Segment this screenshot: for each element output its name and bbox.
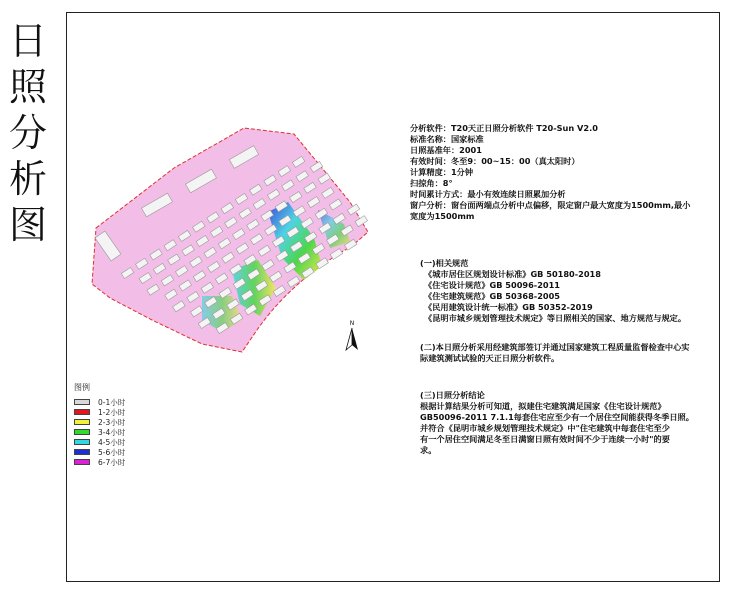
param-standard: 标准名称：国家标准: [410, 134, 484, 144]
legend-label: 3-4小时: [98, 427, 126, 437]
legend-label: 4-5小时: [98, 437, 126, 447]
legend-swatch: [74, 459, 90, 465]
conclusion-line: GB50096-2011 7.1.1每套住宅应至少有一个居住空间能获得冬季日照。: [420, 412, 694, 422]
legend-label: 5-6小时: [98, 447, 126, 457]
legend-item: [74, 447, 125, 457]
section-related-codes: [420, 258, 686, 324]
legend-swatch: [74, 399, 90, 405]
legend-item: [74, 437, 125, 447]
conclusion-line: 根据计算结果分析可知道，拟建住宅建筑满足国家《住宅设计规范》: [420, 401, 666, 411]
legend-label: 1-2小时: [98, 407, 126, 417]
legend-label: 2-3小时: [98, 417, 126, 427]
north-arrow-icon: [342, 318, 362, 354]
param-window-line2: 宽度为1500mm: [410, 211, 475, 221]
legend-title: 图例: [74, 383, 90, 392]
legend-label: 0-1小时: [98, 397, 126, 407]
software-note-line: 际建筑测试试验的天正日照分析软件。: [420, 353, 560, 363]
page-title-char: 分: [8, 111, 47, 155]
north-label: N: [349, 320, 355, 327]
section-conclusion: [420, 390, 694, 456]
section-title: (一)相关规范: [420, 258, 469, 268]
param-sweep-angle: 扫掠角：8°: [410, 178, 453, 188]
param-precision: 计算精度：1分钟: [410, 167, 474, 177]
legend-swatch: [74, 429, 90, 435]
legend: [74, 382, 125, 467]
section-software-note: [420, 342, 690, 364]
page-title-char: 图: [8, 203, 47, 247]
code-item: 《住宅设计规范》GB 50096-2011: [424, 280, 560, 290]
code-item: 《住宅建筑规范》GB 50368-2005: [424, 291, 560, 301]
code-item: 《城市居住区规划设计标准》GB 50180-2018: [424, 269, 601, 279]
site-plan-map: [82, 120, 378, 358]
legend-item: [74, 457, 125, 467]
legend-label: 6-7小时: [98, 457, 126, 467]
param-valid-time: 有效时间：冬至9：00~15：00（真太阳时）: [410, 156, 580, 166]
legend-swatch: [74, 409, 90, 415]
legend-item: [74, 417, 125, 427]
param-window-line1: 窗户分析：窗台面两端点分析中点偏移，限定窗户最大宽度为1500mm,最小: [410, 200, 691, 210]
page-title: [6, 18, 50, 248]
conclusion-line: 并符合《昆明市城乡规划管理技术规定》中"住宅建筑中每套住宅至少: [420, 423, 670, 433]
param-accumulation: 时间累计方式：最小有效连续日照累加分析: [410, 189, 566, 199]
legend-swatch: [74, 439, 90, 445]
code-item: 《民用建筑设计统一标准》GB 50352-2019: [424, 302, 593, 312]
legend-item: [74, 407, 125, 417]
page-title-char: 日: [8, 19, 47, 63]
section-title: (三)日照分析结论: [420, 390, 485, 400]
legend-swatch: [74, 449, 90, 455]
legend-item: [74, 397, 125, 407]
page-title-char: 析: [8, 157, 47, 201]
analysis-parameters: [410, 123, 722, 222]
software-note-line: (二)本日照分析采用经建筑部签订并通过国家建筑工程质量监督检查中心实: [420, 342, 690, 352]
legend-item: [74, 427, 125, 437]
conclusion-line: 有一个居住空间满足冬至日满窗日照有效时间不少于连续一小时"的要: [420, 434, 670, 444]
param-base-year: 日照基准年：2001: [410, 145, 482, 155]
page-title-char: 照: [8, 65, 47, 109]
conclusion-line: 求。: [420, 445, 437, 455]
legend-swatch: [74, 419, 90, 425]
code-item: 《昆明市城乡规划管理技术规定》等日照相关的国家、地方规范与规定。: [424, 313, 687, 323]
param-software: 分析软件：T20天正日照分析软件 T20-Sun V2.0: [410, 123, 598, 133]
